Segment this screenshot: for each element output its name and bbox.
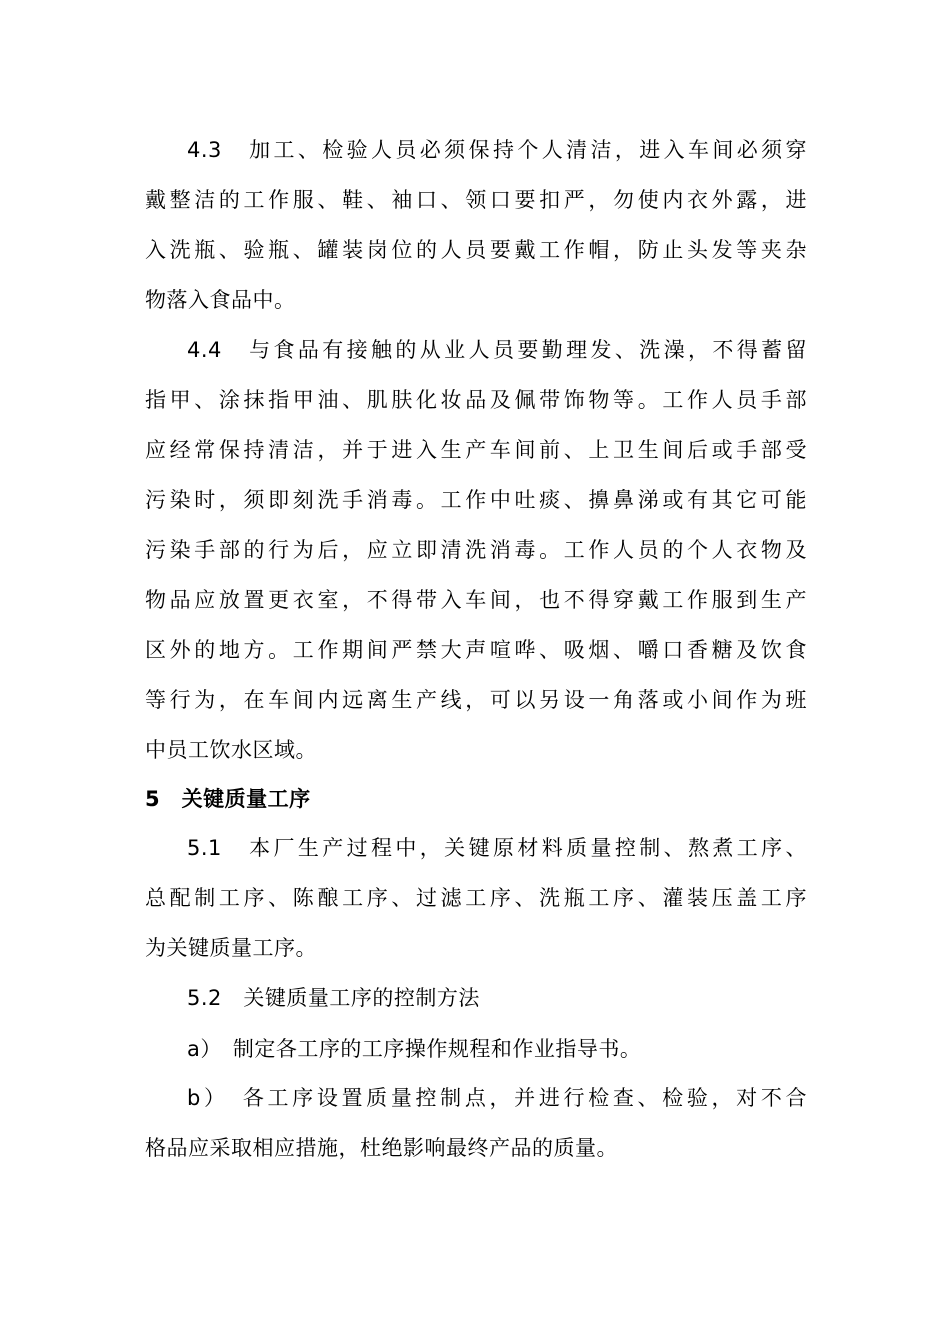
paragraph-5-1-line-2: 总配制工序、陈酿工序、过滤工序、洗瓶工序、灌装压盖工序	[145, 886, 807, 910]
paragraph-4-4-line-6: 物品应放置更衣室，不得带入车间，也不得穿戴工作服到生产	[145, 588, 807, 612]
paragraph-4-4-line-5: 污染手部的行为后，应立即清洗消毒。工作人员的个人衣物及	[145, 538, 807, 562]
item-a-text: a） 制定各工序的工序操作规程和作业指导书。	[187, 1037, 642, 1061]
paragraph-5-1-line-1: 5.1 本厂生产过程中，关键原材料质量控制、熬煮工序、	[187, 836, 807, 860]
paragraph-4-3-line-2: 戴整洁的工作服、鞋、袖口、领口要扣严，勿使内衣外露，进	[145, 188, 807, 212]
paragraph-4-4-line-2: 指甲、涂抹指甲油、肌肤化妆品及佩带饰物等。工作人员手部	[145, 388, 807, 412]
paragraph-5-2-title: 5.2 关键质量工序的控制方法	[187, 986, 480, 1010]
paragraph-4-4-line-4: 污染时，须即刻洗手消毒。工作中吐痰、擤鼻涕或有其它可能	[145, 488, 807, 512]
paragraph-4-4-line-9: 中员工饮水区域。	[145, 738, 317, 762]
item-b-line-1: b） 各工序设置质量控制点，并进行检查、检验，对不合	[187, 1086, 807, 1110]
paragraph-4-3-line-3: 入洗瓶、验瓶、罐装岗位的人员要戴工作帽，防止头发等夹杂	[145, 238, 807, 262]
paragraph-4-4-line-1: 4.4 与食品有接触的从业人员要勤理发、洗澡，不得蓄留	[187, 338, 807, 362]
paragraph-5-1-line-3: 为关键质量工序。	[145, 936, 317, 960]
paragraph-4-4-line-3: 应经常保持清洁，并于进入生产车间前、上卫生间后或手部受	[145, 438, 807, 462]
item-b-line-2: 格品应采取相应措施，杜绝影响最终产品的质量。	[145, 1136, 618, 1160]
paragraph-4-3-line-1: 4.3 加工、检验人员必须保持个人清洁，进入车间必须穿	[187, 138, 807, 162]
paragraph-4-4-line-7: 区外的地方。工作期间严禁大声喧哗、吸烟、嚼口香糖及饮食	[145, 638, 807, 662]
paragraph-4-3-line-4: 物落入食品中。	[145, 288, 296, 312]
paragraph-4-4-line-8: 等行为，在车间内远离生产线，可以另设一角落或小间作为班	[145, 688, 807, 712]
section-5-heading: 5 关键质量工序	[145, 787, 311, 811]
